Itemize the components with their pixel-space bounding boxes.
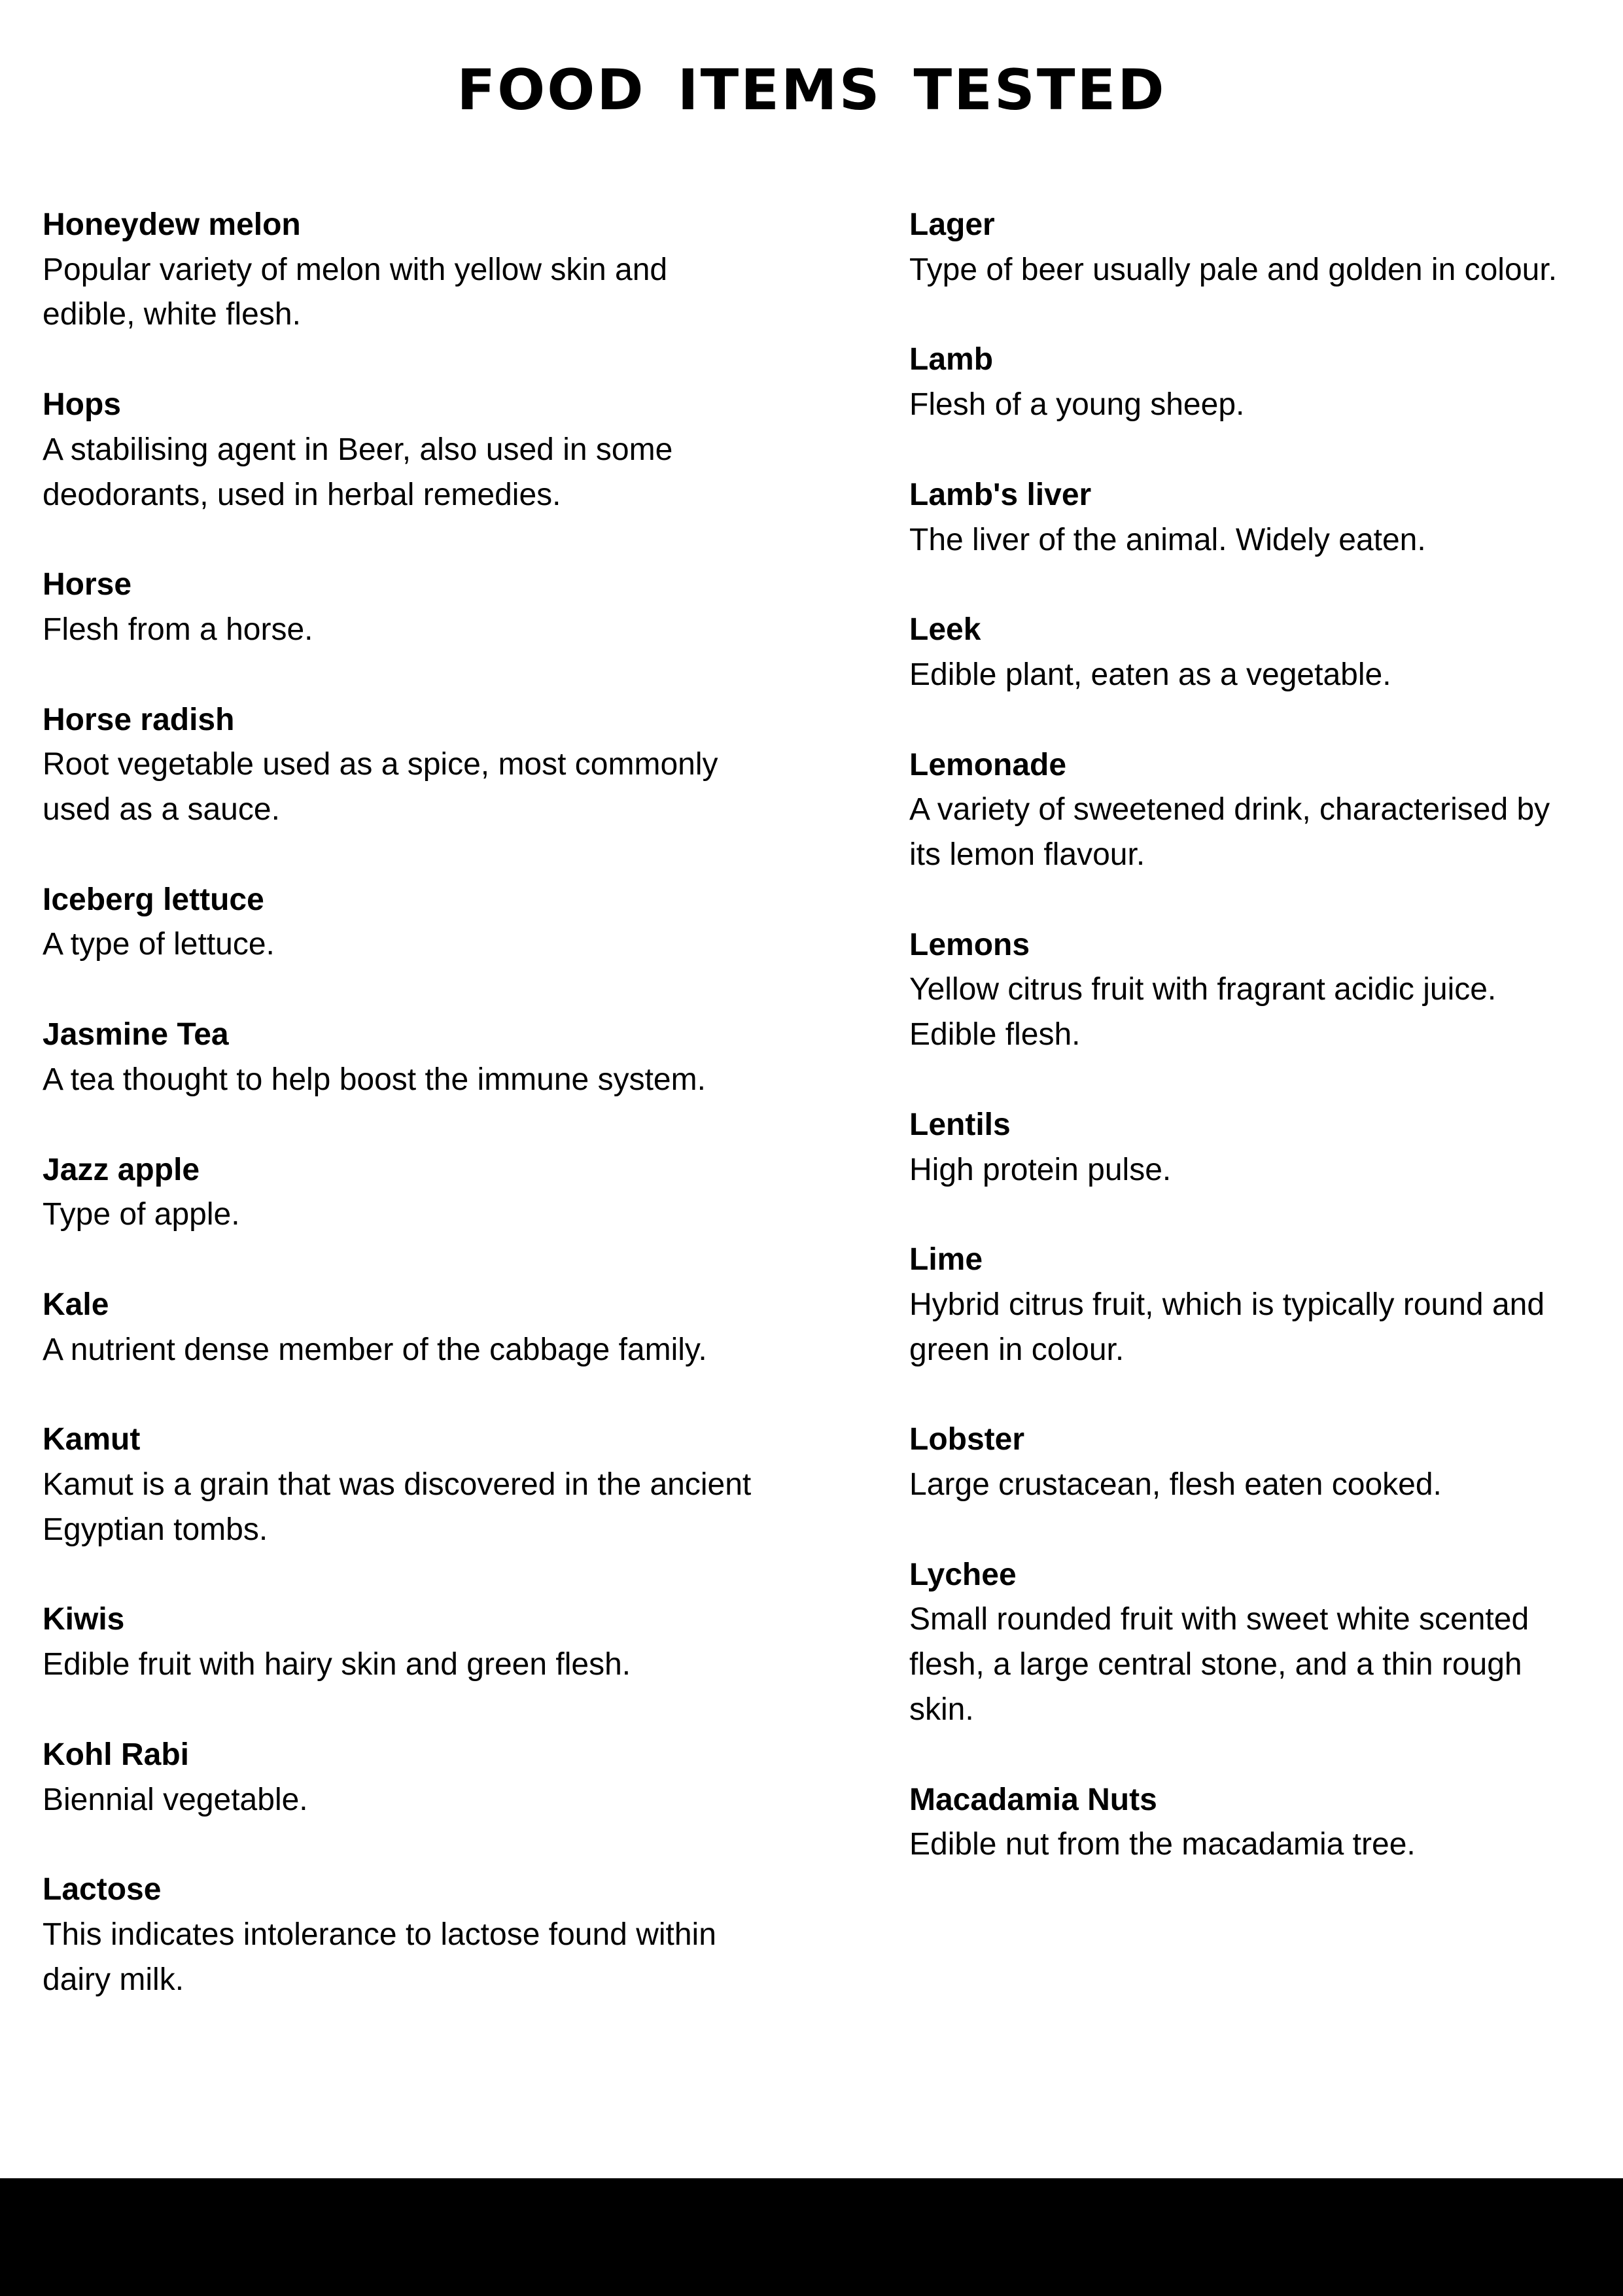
food-entry [43, 203, 756, 338]
food-name: Kale [43, 1287, 109, 1322]
food-name: Lager [909, 207, 995, 242]
food-description: Edible plant, eaten as a vegetable. [909, 657, 1391, 692]
food-name: Lactose [43, 1872, 162, 1907]
food-description: Large crustacean, flesh eaten cooked. [909, 1467, 1442, 1503]
food-description: Edible fruit with hairy skin and green flesh. [43, 1647, 631, 1682]
food-entry [43, 1868, 756, 2002]
food-name: Horse radish [43, 702, 235, 737]
food-entry [43, 1597, 756, 1687]
food-entry [909, 203, 1590, 292]
food-entry [909, 1103, 1590, 1192]
footer-bar [0, 2178, 1623, 2296]
food-name: Lemons [909, 927, 1030, 962]
food-entry [909, 608, 1590, 697]
food-name: Lamb's liver [909, 477, 1092, 512]
food-name: Kiwis [43, 1602, 125, 1637]
food-name: Jasmine Tea [43, 1017, 229, 1052]
food-description: Root vegetable used as a spice, most commonly used as a sauce. [43, 747, 718, 827]
food-description: Yellow citrus fruit with fragrant acidic juice. Edible flesh. [909, 972, 1497, 1052]
food-entry [43, 1733, 756, 1822]
food-name: Iceberg lettuce [43, 882, 264, 917]
food-description: This indicates intolerance to lactose found within dairy milk. [43, 1917, 716, 1997]
food-entry [909, 473, 1590, 563]
food-name: Lentils [909, 1107, 1011, 1142]
food-name: Lime [909, 1242, 983, 1278]
food-description: Edible nut from the macadamia tree. [909, 1827, 1416, 1862]
food-name: Kamut [43, 1422, 141, 1457]
food-description: Flesh of a young sheep. [909, 387, 1245, 423]
food-description: Type of beer usually pale and golden in colour. [909, 252, 1558, 287]
food-description: A type of lettuce. [43, 927, 275, 962]
food-entry [909, 923, 1590, 1058]
page-title: FOOD ITEMS TESTED [457, 58, 1166, 123]
food-description: A tea thought to help boost the immune system. [43, 1062, 706, 1097]
food-entry [909, 1553, 1590, 1733]
food-description: A variety of sweetened drink, characterised by its lemon flavour. [909, 792, 1550, 873]
food-name: Kohl Rabi [43, 1737, 189, 1772]
food-description: Biennial vegetable. [43, 1782, 308, 1817]
food-name: Lychee [909, 1557, 1017, 1592]
food-description: A nutrient dense member of the cabbage family. [43, 1332, 707, 1367]
food-entry [909, 338, 1590, 427]
food-name: Leek [909, 612, 981, 648]
food-name: Macadamia Nuts [909, 1782, 1157, 1817]
food-entry [43, 1283, 756, 1372]
food-description: High protein pulse. [909, 1152, 1172, 1187]
food-name: Honeydew melon [43, 207, 301, 242]
food-name: Horse [43, 567, 132, 602]
right-column [909, 203, 1590, 1913]
food-name: Lemonade [909, 747, 1067, 782]
left-column [43, 203, 756, 2047]
food-entry [43, 1418, 756, 1552]
food-description: Popular variety of melon with yellow skin and edible, white flesh. [43, 252, 668, 332]
food-entry [43, 1148, 756, 1238]
food-description: Hybrid citrus fruit, which is typically round and green in colour. [909, 1287, 1545, 1367]
food-name: Lobster [909, 1422, 1025, 1457]
food-entry [909, 743, 1590, 878]
food-description: Type of apple. [43, 1197, 240, 1232]
food-name: Hops [43, 387, 121, 423]
food-entry [43, 878, 756, 967]
food-description: Flesh from a horse. [43, 612, 313, 647]
food-entry [43, 383, 756, 517]
food-entry [909, 1778, 1590, 1868]
food-entry [909, 1418, 1590, 1507]
food-name: Lamb [909, 342, 994, 377]
food-entry [43, 698, 756, 833]
food-name: Jazz apple [43, 1152, 200, 1187]
food-entry [43, 1013, 756, 1102]
food-entry [43, 563, 756, 652]
food-description: The liver of the animal. Widely eaten. [909, 522, 1426, 557]
food-description: Kamut is a grain that was discovered in the ancient Egyptian tombs. [43, 1467, 752, 1547]
food-entry [909, 1238, 1590, 1372]
food-description: Small rounded fruit with sweet white scented flesh, a large central stone, and a thin rough skin. [909, 1602, 1529, 1727]
food-description: A stabilising agent in Beer, also used in some deodorants, used in herbal remedies. [43, 432, 673, 512]
